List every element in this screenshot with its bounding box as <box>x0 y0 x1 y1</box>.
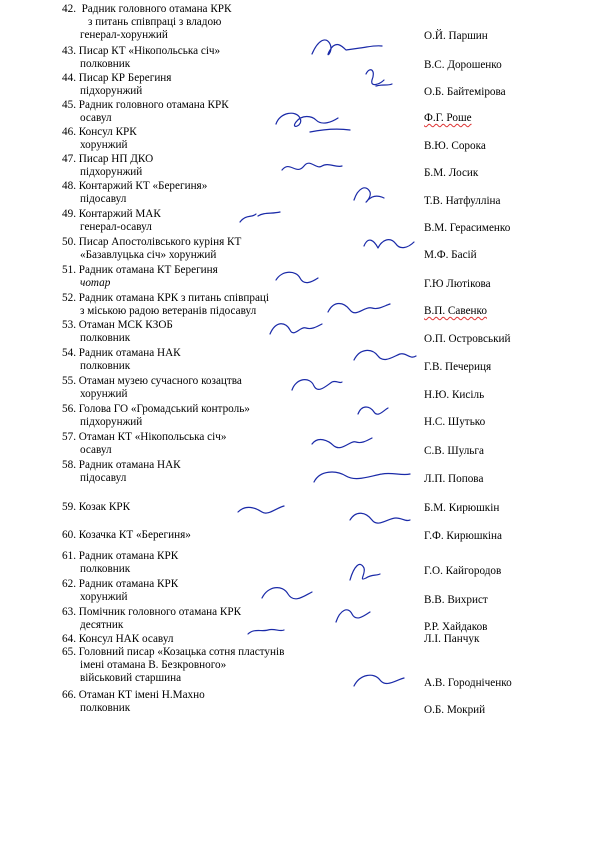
signature-64 <box>248 629 284 634</box>
entry-number: 42. <box>62 3 76 15</box>
entry-line <box>62 347 181 360</box>
signature-43 <box>366 70 392 86</box>
entry-number: 55. <box>62 375 76 387</box>
entry-line <box>62 292 269 305</box>
entry-name: Б.М. Кирюшкін <box>424 502 500 514</box>
entry-number: 52. <box>62 292 76 304</box>
entry-line: підхорунжий <box>80 85 143 97</box>
entry-name: Г.В. Печериця <box>424 361 492 373</box>
entry-name: Т.В. Натфулліна <box>424 195 501 207</box>
entry-position: Голова ГО «Громадський контроль» <box>78 403 250 415</box>
entry-number: 48. <box>62 180 76 192</box>
entry-line <box>62 236 241 249</box>
entry-line: підосавул <box>80 193 127 205</box>
entry-line <box>62 126 137 139</box>
signature-49 <box>240 212 280 222</box>
entry-number: 47. <box>62 153 76 165</box>
entry-number: 53. <box>62 319 76 331</box>
entry-name: М.Ф. Басій <box>424 249 477 261</box>
entry-position: Контаржий МАК <box>78 208 161 220</box>
entry-position: Писар Апостолівського куріня КТ <box>78 236 242 248</box>
entry-line: генерал-хорунжий <box>80 29 168 41</box>
entry-line: полковник <box>80 563 131 575</box>
entry-position: Контаржий КТ «Берегиня» <box>78 180 208 192</box>
entry-position: Помічник головного отамана КРК <box>78 606 242 618</box>
entry-name: Г.Ю Лютікова <box>424 278 491 290</box>
entry-line <box>62 633 174 646</box>
entry-line <box>62 646 284 659</box>
signature-52 <box>328 304 390 313</box>
entry-number: 63. <box>62 606 76 618</box>
entry-line: з питань співпраці з владою <box>88 16 222 28</box>
entry-line <box>62 264 218 277</box>
entry-position: Радник отамана НАК <box>78 459 181 471</box>
entry-number: 56. <box>62 403 76 415</box>
entry-line: хорунжий <box>80 388 128 400</box>
entry-number: 51. <box>62 264 76 276</box>
entry-line: осавул <box>80 444 112 456</box>
entry-name: Н.С. Шутько <box>424 416 486 428</box>
entry-name: Л.І. Панчук <box>424 633 480 645</box>
entry-number: 61. <box>62 550 76 562</box>
entry-line <box>62 501 130 514</box>
entry-position: Радник головного отамана КРК <box>81 3 232 15</box>
entry-position: Писар КТ «Нікопольська січ» <box>78 45 221 57</box>
entry-position: Козак КРК <box>78 501 131 513</box>
entry-name: В.С. Дорошенко <box>424 59 502 71</box>
entry-name: А.В. Городніченко <box>424 677 512 689</box>
entry-line: «Базавлуцька січ» хорунжий <box>80 249 217 261</box>
entry-position: Писар КР Берегиня <box>78 72 172 84</box>
entry-line: полковник <box>80 58 131 70</box>
entry-name: Р.Р. Хайдаков <box>424 621 488 633</box>
entry-line <box>62 72 171 85</box>
entry-position: Головний писар «Козацька сотня пластунів <box>78 646 285 658</box>
entry-number: 57. <box>62 431 76 443</box>
entry-number: 49. <box>62 208 76 220</box>
entry-line: підхорунжий <box>80 416 143 428</box>
entry-number: 43. <box>62 45 76 57</box>
signature-59 <box>238 506 284 513</box>
entry-number: 54. <box>62 347 76 359</box>
entry-line: генерал-осавул <box>80 221 152 233</box>
entry-name: О.П. Островський <box>424 333 511 345</box>
entry-name: О.Й. Паршин <box>424 30 488 42</box>
entry-line <box>62 606 241 619</box>
entry-number: 59. <box>62 501 76 513</box>
entry-line <box>62 529 191 542</box>
entry-name: В.М. Герасименко <box>424 222 511 234</box>
entry-line: полковник <box>80 332 131 344</box>
entry-line <box>62 431 226 444</box>
signature-42 <box>312 40 382 55</box>
entry-position: Радник отамана НАК <box>78 347 181 359</box>
entry-position: Консул НАК осавул <box>78 633 174 645</box>
entry-line: полковник <box>80 360 131 372</box>
entry-line: хорунжий <box>80 591 128 603</box>
signature-61 <box>350 564 380 580</box>
entry-line <box>62 550 178 563</box>
entry-number: 65. <box>62 646 76 658</box>
entry-position: Радник головного отамана КРК <box>78 99 229 111</box>
entry-line: десятник <box>80 619 124 631</box>
entry-position: Писар НП ДКО <box>78 153 154 165</box>
entry-position: Козачка КТ «Берегиня» <box>78 529 191 541</box>
signature-53 <box>270 324 322 334</box>
entry-position: Радник отамана КРК з питань співпраці <box>78 292 270 304</box>
entry-name: С.В. Шульга <box>424 445 484 457</box>
signature-56 <box>358 407 388 414</box>
entry-number: 60. <box>62 529 76 541</box>
entry-line <box>62 319 173 332</box>
entry-name: Б.М. Лосик <box>424 167 479 179</box>
entry-name: В.П. Савенко <box>424 305 487 317</box>
entry-number: 45. <box>62 99 76 111</box>
signature-63 <box>336 610 370 622</box>
signature-51 <box>276 272 318 282</box>
entry-line <box>62 578 178 591</box>
signature-57 <box>312 438 372 448</box>
entry-line <box>62 99 229 112</box>
entry-line <box>62 45 220 58</box>
entry-line: полковник <box>80 702 131 714</box>
signature-45 <box>276 113 350 132</box>
entry-line: підосавул <box>80 472 127 484</box>
entry-position: Отаман МСК КЗОБ <box>78 319 173 331</box>
signature-54 <box>354 350 416 360</box>
entry-line <box>62 208 161 221</box>
entry-line: осавул <box>80 112 112 124</box>
entry-name: О.Б. Байтемірова <box>424 86 506 98</box>
entry-line <box>62 375 242 388</box>
signature-60 <box>350 513 410 523</box>
signature-58 <box>314 472 410 482</box>
entry-name: Г.О. Кайгородов <box>424 565 502 577</box>
signature-50 <box>364 240 414 248</box>
signature-47 <box>282 163 342 170</box>
signature-65 <box>354 675 404 686</box>
entry-line: хорунжий <box>80 139 128 151</box>
entry-line: військовий старшина <box>80 672 182 684</box>
entry-line: підхорунжий <box>80 166 143 178</box>
entry-position: Консул КРК <box>78 126 137 138</box>
entry-number: 50. <box>62 236 76 248</box>
entry-name: В.Ю. Сорока <box>424 140 486 152</box>
entry-line <box>62 180 207 193</box>
entry-number: 44. <box>62 72 76 84</box>
entry-number: 64. <box>62 633 76 645</box>
entry-name: Г.Ф. Кирюшкіна <box>424 530 502 542</box>
entry-name: В.В. Вихрист <box>424 594 488 606</box>
entry-line: з міською радою ветеранів підосавул <box>80 305 257 317</box>
entry-line <box>62 3 231 16</box>
entry-name: О.Б. Мокрий <box>424 704 486 716</box>
entry-number: 58. <box>62 459 76 471</box>
signature-48 <box>354 188 384 202</box>
entry-line <box>62 403 250 416</box>
entry-position: Радник отамана КРК <box>78 578 179 590</box>
entry-position: Радник отамана КРК <box>78 550 179 562</box>
entry-position: Отаман КТ «Нікопольська січ» <box>78 431 227 443</box>
entry-number: 66. <box>62 689 76 701</box>
entry-line <box>62 153 153 166</box>
entry-position: Радник отамана КТ Берегиня <box>78 264 218 276</box>
signature-62 <box>262 588 312 599</box>
entry-number: 62. <box>62 578 76 590</box>
entry-line: імені отамана В. Безкровного» <box>80 659 227 671</box>
signature-55 <box>292 380 342 390</box>
entry-line <box>62 459 181 472</box>
entry-line: чотар <box>80 277 111 289</box>
entry-line <box>62 689 205 702</box>
entry-position: Отаман музею сучасного козацтва <box>78 375 242 387</box>
entry-name: Н.Ю. Кисіль <box>424 389 485 401</box>
entry-name: Ф.Г. Роше <box>424 112 472 124</box>
entry-position: Отаман КТ імені Н.Махно <box>78 689 205 701</box>
entry-number: 46. <box>62 126 76 138</box>
entry-name: Л.П. Попова <box>424 473 484 485</box>
